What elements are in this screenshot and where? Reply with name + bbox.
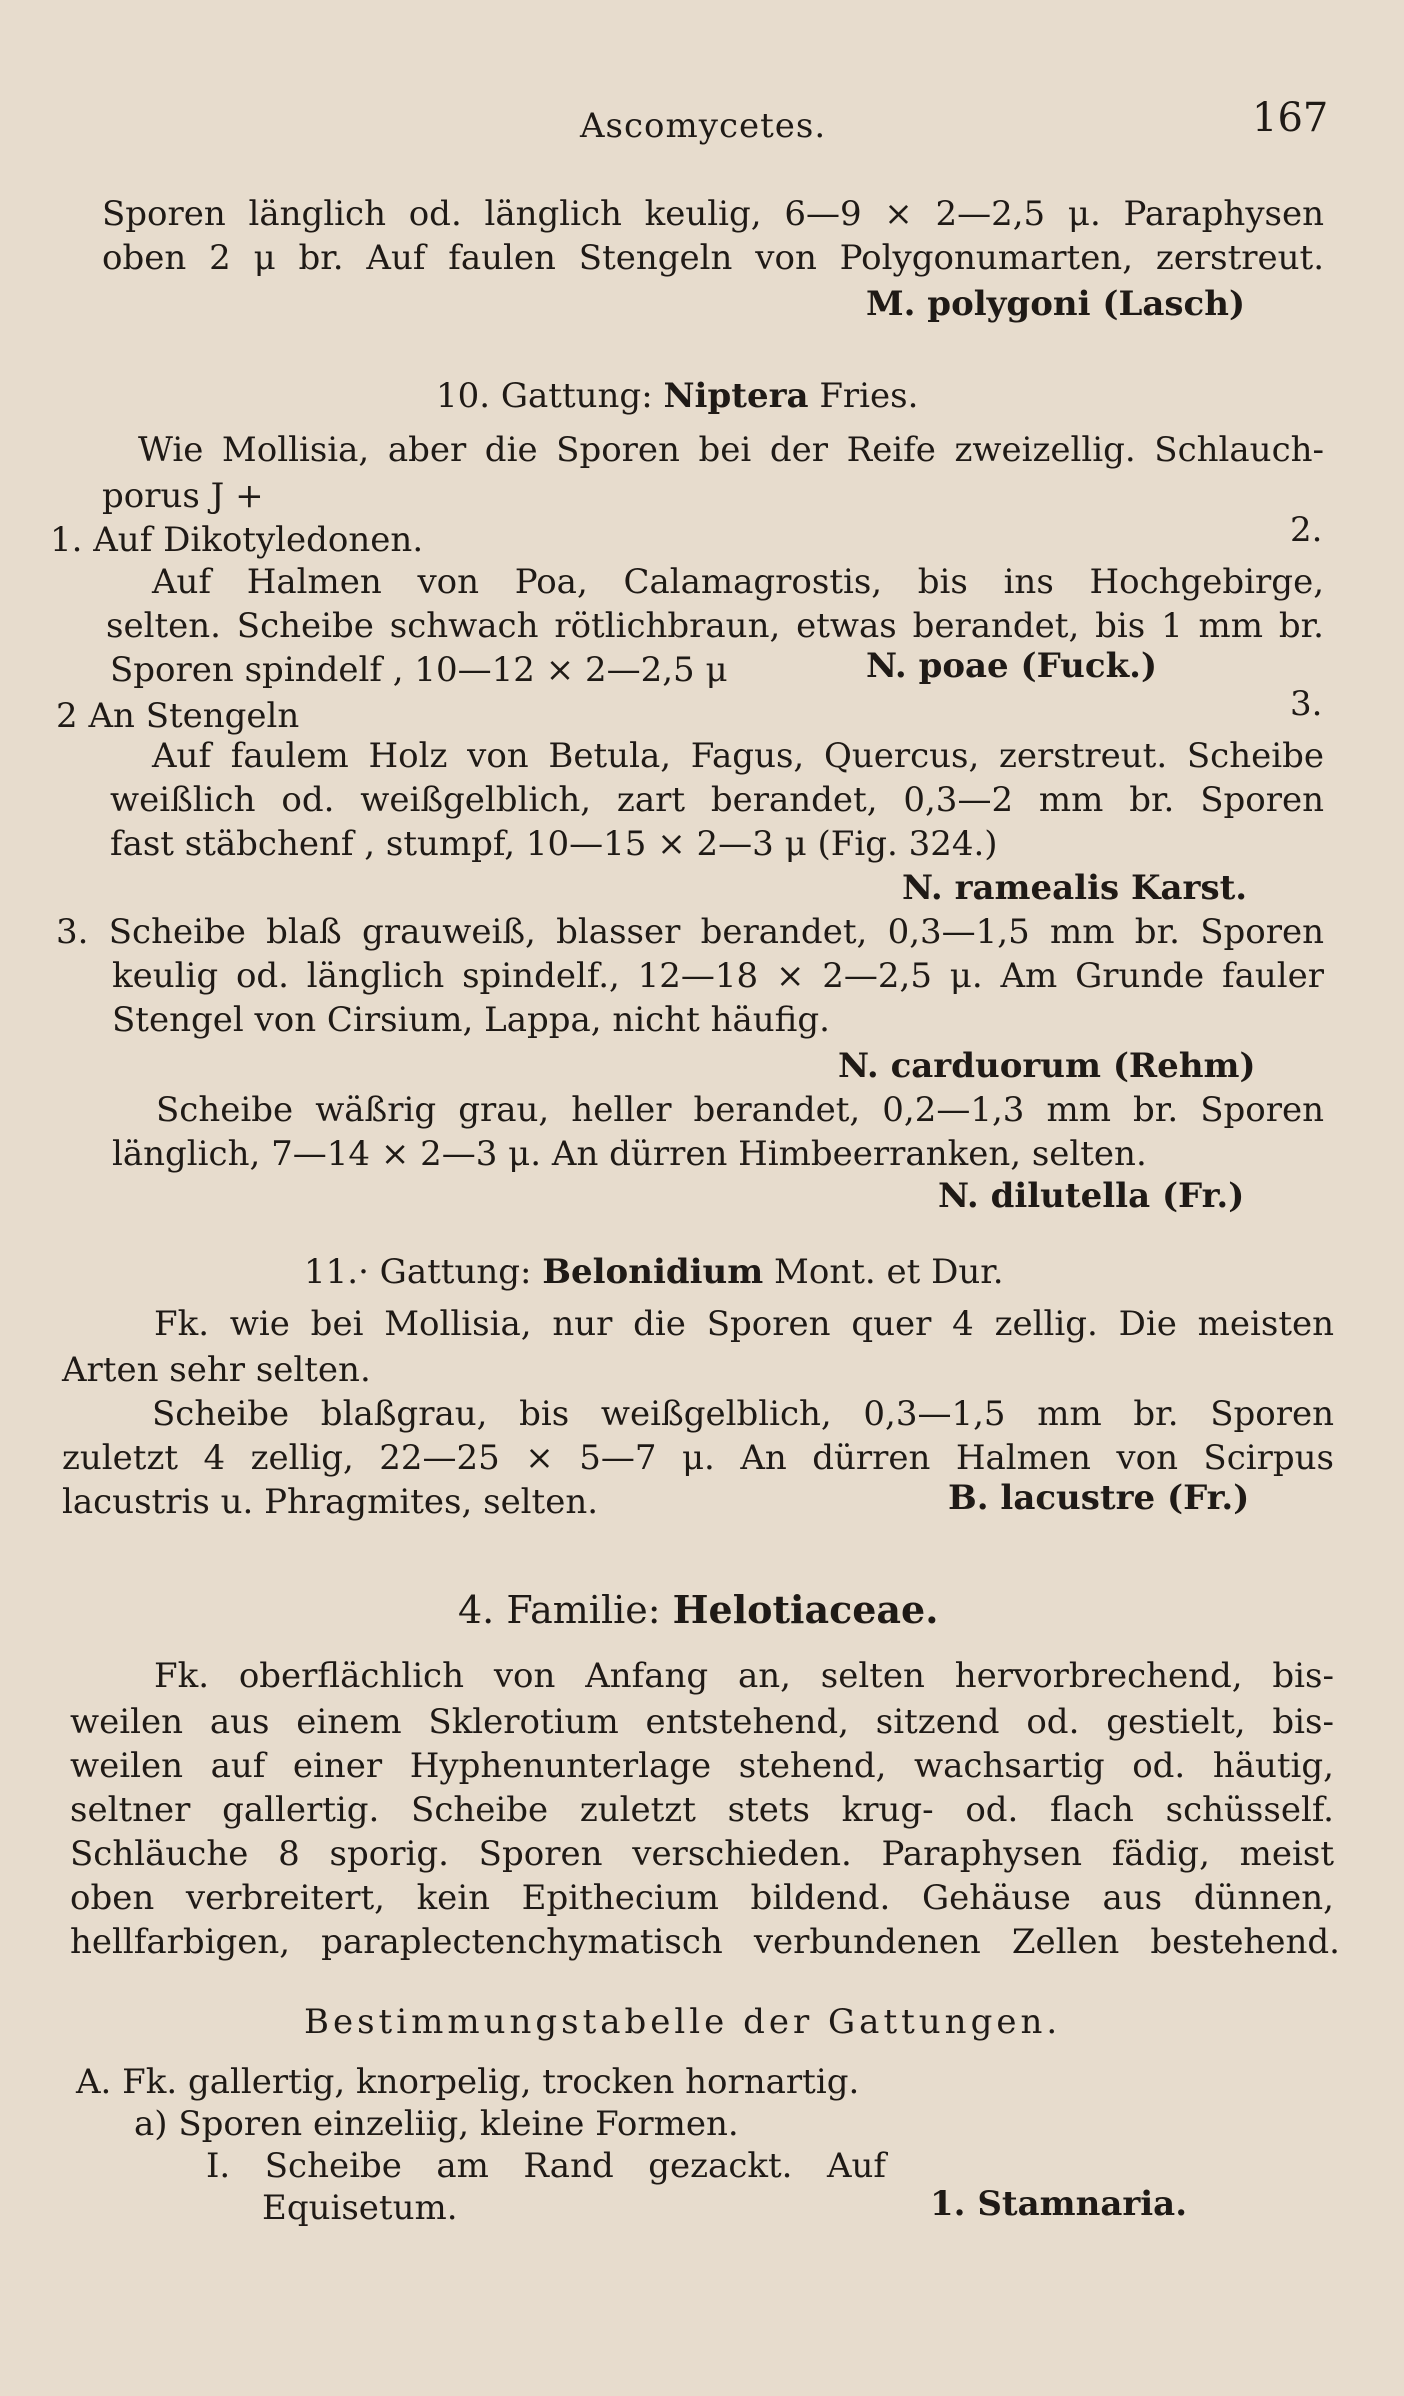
text-line: Scheibe blaßgrau, bis weißgelblich, 0,3—1,5 mm br. Sporen <box>152 1394 1334 1434</box>
genus-heading <box>436 376 918 416</box>
text-line: selten. Scheibe schwach rötlichbraun, etwas berandet, bis 1 mm br. <box>106 606 1324 646</box>
genus-author: Fries. <box>808 376 919 416</box>
key-ref: 3. <box>1290 684 1323 724</box>
genus-key-result: 1. Stamnaria. <box>930 2184 1188 2224</box>
key-line: 1. Auf Dikotyledonen. <box>50 520 424 560</box>
key-line: a) Sporen einzeliig, kleine Formen. <box>134 2104 739 2144</box>
genus-name: Belonidium <box>542 1252 764 1292</box>
species-name: B. lacustre (Fr.) <box>948 1478 1250 1518</box>
family-name: Helotiaceae. <box>672 1587 939 1632</box>
key-ref: 2. <box>1290 510 1323 550</box>
text-line: oben 2 μ br. Auf faulen Stengeln von Polygonumarten, zerstreut. <box>102 238 1324 278</box>
key-line: 2 An Stengeln <box>56 696 300 736</box>
species-name: N. dilutella (Fr.) <box>938 1176 1245 1216</box>
family-heading <box>458 1587 939 1632</box>
text-line: Fk. oberflächlich von Anfang an, selten hervorbrechend, bis- <box>154 1656 1334 1696</box>
text-line: porus J + <box>102 476 264 516</box>
key-line: I. Scheibe am Rand gezackt. Auf <box>206 2146 886 2186</box>
text-line: fast stäbchenf , stumpf, 10—15 × 2—3 μ (Fig. 324.) <box>110 824 998 864</box>
species-name: N. poae (Fuck.) <box>866 646 1158 686</box>
text-line: Wie Mollisia, aber die Sporen bei der Reife zweizellig. Schlauch- <box>138 430 1324 470</box>
text-line: Auf Halmen von Poa, Calamagrostis, bis ins Hochgebirge, <box>152 562 1324 602</box>
text-line: Fk. wie bei Mollisia, nur die Sporen quer 4 zellig. Die meisten <box>154 1304 1334 1344</box>
species-name: M. polygoni (Lasch) <box>866 284 1246 324</box>
running-header: Ascomycetes. <box>580 106 827 146</box>
text-line: länglich, 7—14 × 2—3 μ. An dürren Himbeerranken, selten. <box>112 1134 1147 1174</box>
family-heading-prefix: 4. Familie: <box>458 1588 673 1632</box>
genus-heading <box>304 1252 1004 1292</box>
species-name: N. carduorum (Rehm) <box>838 1046 1256 1086</box>
page-number: 167 <box>1252 95 1329 141</box>
key-line: A. Fk. gallertig, knorpelig, trocken hornartig. <box>76 2062 860 2102</box>
text-line: oben verbreitert, kein Epithecium bildend. Gehäuse aus dünnen, <box>70 1878 1334 1918</box>
text-line: Stengel von Cirsium, Lappa, nicht häufig. <box>112 1000 830 1040</box>
species-name: N. ramealis Karst. <box>902 868 1248 908</box>
key-line: Equisetum. <box>262 2188 458 2228</box>
genus-heading-prefix: 10. Gattung: <box>436 376 664 416</box>
table-heading: Bestimmungstabelle der Gattungen. <box>304 2002 1062 2042</box>
text-line: Schläuche 8 sporig. Sporen verschieden. Paraphysen fädig, meist <box>70 1834 1334 1874</box>
genus-name: Niptera <box>663 376 809 416</box>
key-line: 3. Scheibe blaß grauweiß, blasser berandet, 0,3—1,5 mm br. Sporen <box>56 912 1324 952</box>
text-line: weißlich od. weißgelblich, zart berandet, 0,3—2 mm br. Sporen <box>110 780 1324 820</box>
genus-heading-prefix: 11.· Gattung: <box>304 1252 543 1292</box>
text-line: Scheibe wäßrig grau, heller berandet, 0,2—1,3 mm br. Sporen <box>156 1090 1324 1130</box>
genus-author: Mont. et Dur. <box>763 1252 1004 1292</box>
text-line: lacustris u. Phragmites, selten. <box>62 1482 599 1522</box>
text-line: Auf faulem Holz von Betula, Fagus, Quercus, zerstreut. Scheibe <box>152 736 1324 776</box>
text-line: weilen aus einem Sklerotium entstehend, sitzend od. gestielt, bis- <box>70 1702 1334 1742</box>
text-line: Sporen spindelf , 10—12 × 2—2,5 μ <box>110 650 728 690</box>
text-line: weilen auf einer Hyphenunterlage stehend, wachsartig od. häutig, <box>70 1746 1334 1786</box>
text-line: keulig od. länglich spindelf., 12—18 × 2—2,5 μ. Am Grunde fauler <box>112 956 1324 996</box>
text-line: Arten sehr selten. <box>62 1350 371 1390</box>
text-line: seltner gallertig. Scheibe zuletzt stets krug- od. flach schüsself. <box>70 1790 1334 1830</box>
text-line: Sporen länglich od. länglich keulig, 6—9 × 2—2,5 μ. Paraphysen <box>102 194 1324 234</box>
text-line: zuletzt 4 zellig, 22—25 × 5—7 μ. An dürren Halmen von Scirpus <box>62 1438 1334 1478</box>
text-line: hellfarbigen, paraplectenchymatisch verbundenen Zellen bestehend. <box>70 1922 1340 1962</box>
